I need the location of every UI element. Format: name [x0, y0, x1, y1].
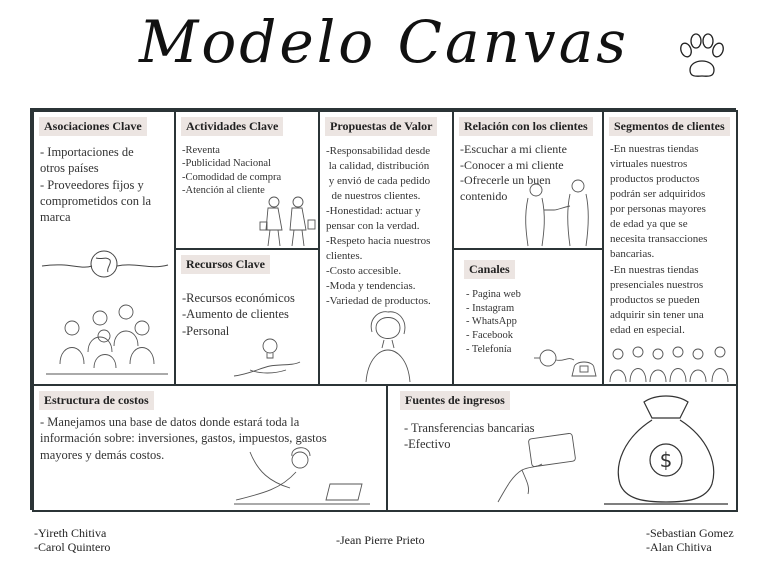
section-actividades-clave: [174, 110, 320, 250]
section-segmentos-clientes: [602, 110, 738, 386]
section-header: Recursos Clave: [181, 255, 270, 274]
section-recursos-clave: [174, 248, 320, 386]
section-text: -Escuchar a mi cliente -Conocer a mi cliente -Ofrecerle un buen contenido: [460, 142, 567, 203]
section-header: Propuestas de Valor: [325, 117, 437, 136]
section-relacion-clientes: [452, 110, 604, 250]
hand-lightbulb-illustration: [230, 334, 310, 382]
author-name: -Sebastian Gomez: [646, 526, 734, 540]
paw-icon: [676, 32, 728, 84]
woman-portrait-illustration: [358, 308, 418, 384]
handshake-illustration: [518, 176, 598, 248]
section-text: - Transferencias bancarias -Efectivo: [404, 421, 535, 452]
footer-right-names: [646, 526, 734, 554]
section-canales: [452, 248, 604, 386]
section-header: Canales: [464, 260, 515, 279]
author-name: -Carol Quintero: [34, 540, 111, 554]
section-text: -Recursos económicos -Aumento de clientes -Personal: [182, 291, 295, 338]
author-name: -Jean Pierre Prieto: [336, 533, 425, 547]
section-header: Relación con los clientes: [459, 117, 593, 136]
footer-center-name: [336, 533, 425, 547]
hand-card-illustration: [492, 430, 582, 506]
section-header: Actividades Clave: [181, 117, 283, 136]
author-name: -Alan Chitiva: [646, 540, 712, 554]
money-bag-icon: [600, 394, 732, 510]
author-name: -Yireth Chitiva: [34, 526, 107, 540]
section-text: - Pagina web - Instagram - WhatsApp - Facebook - Telefonía: [466, 289, 521, 355]
page-title: Modelo Canvas: [138, 8, 630, 76]
team-illustration: [42, 302, 172, 382]
section-header: Segmentos de clientes: [609, 117, 730, 136]
shopping-women-illustration: [258, 194, 318, 249]
section-fuentes-ingresos: [386, 384, 738, 512]
svg-text:$: $: [659, 448, 673, 472]
section-propuestas-de-valor: [318, 110, 454, 386]
section-header: Estructura de costos: [39, 391, 154, 410]
canvas-board: [30, 108, 736, 510]
woman-laptop-illustration: [230, 442, 380, 510]
section-text: - Importaciones de otros países - Proveedores fijos y comprometidos con la marca: [40, 145, 152, 224]
section-text: - Manejamos una base de datos donde estará toda la información sobre: inversiones, gastos, impuestos, gastos mayores y demás costos.: [40, 415, 327, 462]
globe-illustration: [40, 244, 170, 284]
section-text: -Responsabilidad desde la calidad, distribución y envió de cada pedido de nuestros clientes. -Honestidad: actuar y pensar con la verdad. -Respeto hacia nuestros clientes. -Costo accesible. -Moda y tendencias. -Variedad de productos.: [326, 145, 431, 307]
crowd-illustration: [608, 346, 734, 384]
section-asociaciones-clave: [32, 110, 176, 386]
footer-left-names: [34, 526, 110, 554]
section-text: -Reventa -Publicidad Nacional -Comodidad de compra -Atención al cliente: [182, 145, 282, 197]
section-header: Fuentes de ingresos: [400, 391, 510, 410]
section-estructura-costos: [32, 384, 388, 512]
section-text: -En nuestras tiendas virtuales nuestros productos productos podrán ser adquiridos por personas mayores de edad ya que se necesita transacciones bancarias. -En nuestras tiendas presenciales nuestros productos se pueden adquirir sin tener una edad en especial.: [610, 143, 708, 336]
section-header: Asociaciones Clave: [39, 117, 147, 136]
globe-phone-illustration: [534, 346, 600, 382]
